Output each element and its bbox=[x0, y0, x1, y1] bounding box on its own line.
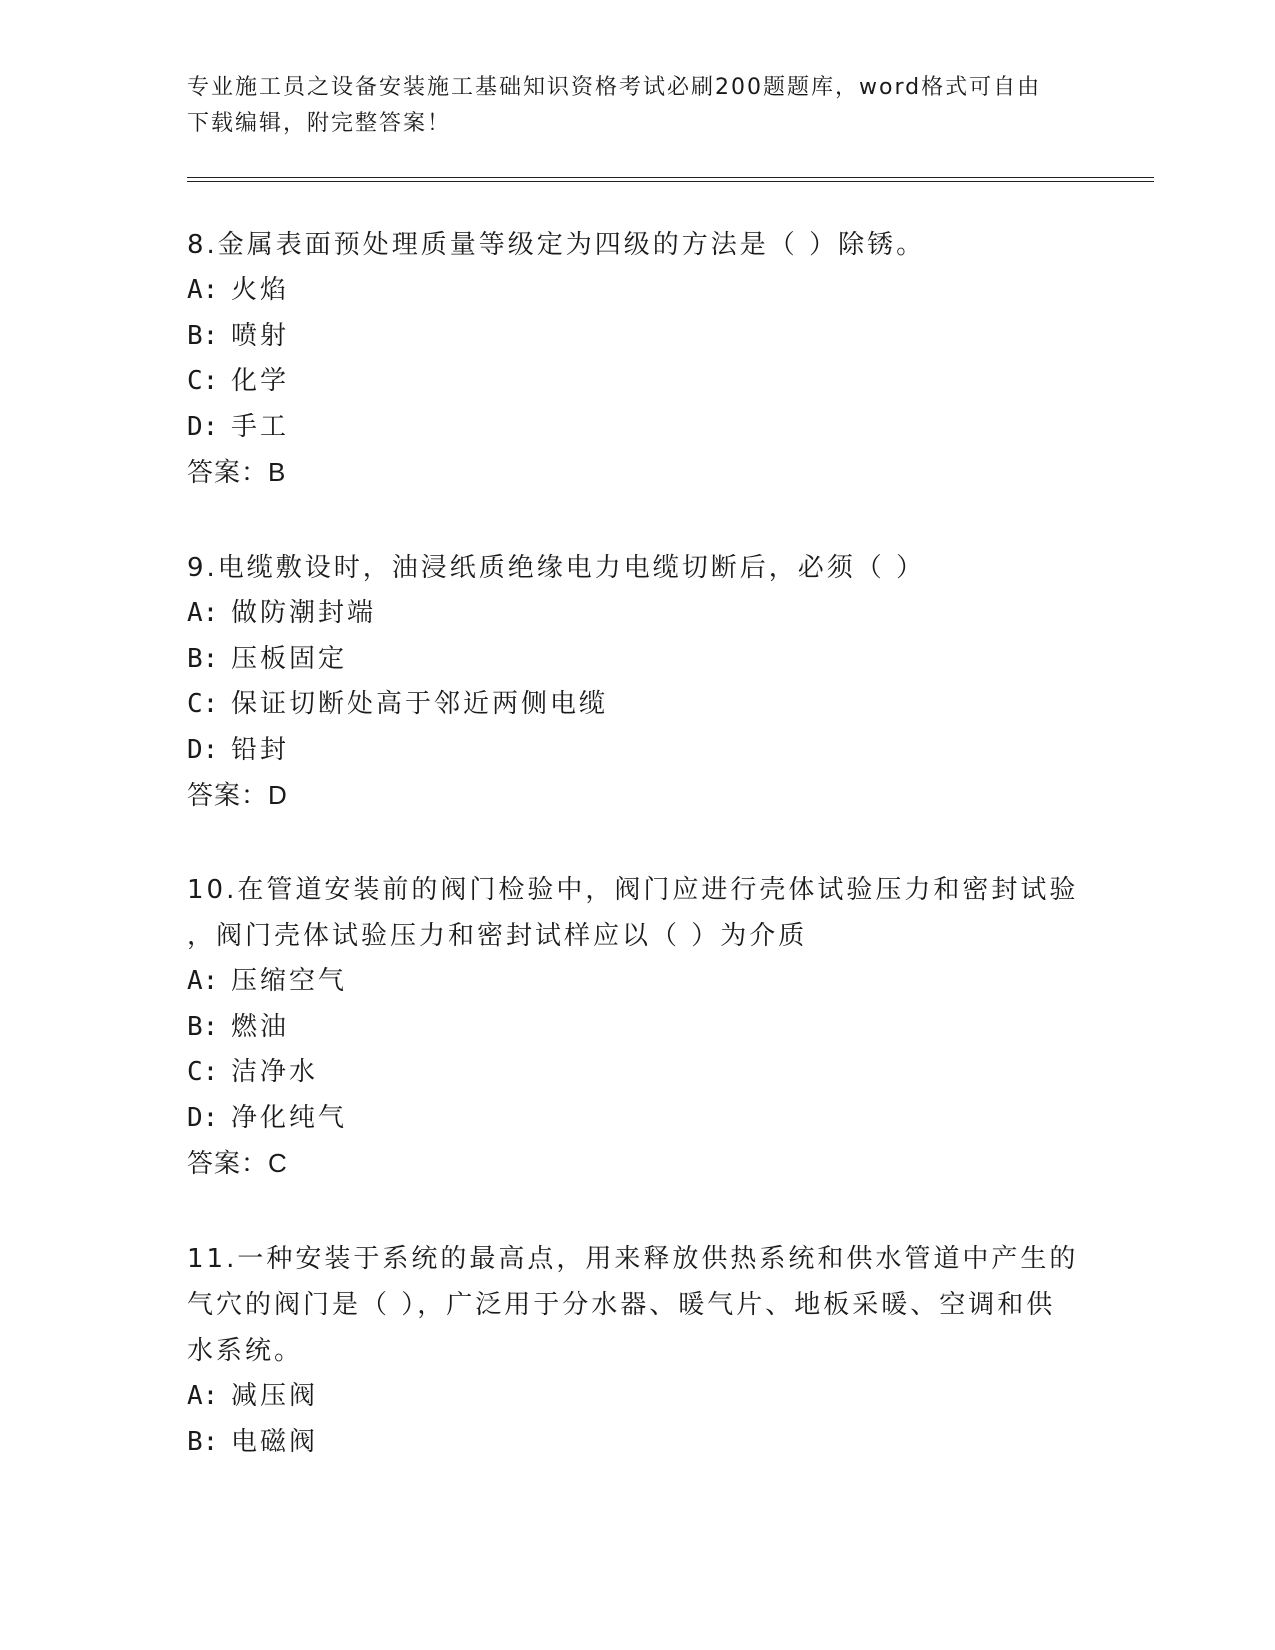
question-text: 10.在管道安装前的阀门检验中，阀门应进行壳体试验压力和密封试验 bbox=[187, 875, 1079, 905]
question-text: 9.电缆敷设时，油浸纸质绝缘电力电缆切断后，必须（ ） bbox=[187, 553, 926, 583]
question-text: 水系统。 bbox=[187, 1336, 304, 1366]
option-b bbox=[187, 1005, 1087, 1051]
question-text: 11.一种安装于系统的最高点，用来释放供热系统和供水管道中产生的 bbox=[187, 1244, 1079, 1274]
option-letter: B: bbox=[187, 643, 219, 674]
option-a bbox=[187, 268, 1087, 314]
option-text: 压缩空气 bbox=[231, 966, 348, 996]
option-a bbox=[187, 1374, 1087, 1420]
question-block-9 bbox=[187, 545, 1087, 818]
option-text: 压板固定 bbox=[231, 643, 348, 674]
option-letter: D: bbox=[187, 411, 219, 442]
option-letter: A: bbox=[187, 1381, 219, 1411]
rule-line bbox=[187, 177, 1154, 178]
option-text: 火焰 bbox=[231, 275, 290, 305]
option-text: 电磁阀 bbox=[231, 1426, 319, 1457]
option-text: 做防潮封端 bbox=[231, 598, 377, 628]
option-letter: D: bbox=[187, 1102, 219, 1133]
header-double-rule bbox=[187, 177, 1154, 183]
question-block-11 bbox=[187, 1236, 1087, 1465]
question-block-10 bbox=[187, 867, 1087, 1186]
option-d bbox=[187, 405, 1087, 451]
answer-text: 答案：C bbox=[187, 1148, 288, 1178]
option-c bbox=[187, 1050, 1087, 1096]
option-d bbox=[187, 1096, 1087, 1142]
option-b bbox=[187, 637, 1087, 683]
option-b bbox=[187, 1420, 1087, 1466]
question-text: ，阀门壳体试验压力和密封试样应以（ ）为介质 bbox=[187, 921, 808, 951]
option-text: 洁净水 bbox=[231, 1057, 319, 1087]
header-line-1: 专业施工员之设备安装施工基础知识资格考试必刷200题题库，word格式可自由 bbox=[187, 75, 1042, 100]
answer-text: 答案：B bbox=[187, 457, 287, 487]
option-letter: B: bbox=[187, 1011, 219, 1042]
option-letter: D: bbox=[187, 734, 219, 765]
option-a bbox=[187, 591, 1087, 637]
option-text: 喷射 bbox=[231, 320, 290, 351]
option-text: 燃油 bbox=[231, 1011, 290, 1042]
option-text: 净化纯气 bbox=[231, 1102, 348, 1133]
option-letter: A: bbox=[187, 598, 219, 628]
option-text: 减压阀 bbox=[231, 1381, 319, 1411]
document-header bbox=[187, 70, 1087, 142]
option-letter: B: bbox=[187, 1426, 219, 1457]
question-text: 气穴的阀门是（ ），广泛用于分水器、暖气片、地板采暖、空调和供 bbox=[187, 1290, 1056, 1320]
option-c bbox=[187, 359, 1087, 405]
answer-text: 答案：D bbox=[187, 780, 288, 810]
option-letter: B: bbox=[187, 320, 219, 351]
option-text: 保证切断处高于邻近两侧电缆 bbox=[231, 689, 609, 719]
option-letter: A: bbox=[187, 275, 219, 305]
option-letter: C: bbox=[187, 1057, 219, 1087]
option-text: 铅封 bbox=[231, 734, 290, 765]
option-c bbox=[187, 682, 1087, 728]
option-a bbox=[187, 959, 1087, 1005]
question-text: 8.金属表面预处理质量等级定为四级的方法是（ ）除锈。 bbox=[187, 230, 926, 260]
option-text: 手工 bbox=[231, 411, 290, 442]
header-line-2: 下载编辑，附完整答案！ bbox=[187, 111, 452, 136]
option-b bbox=[187, 314, 1087, 360]
option-d bbox=[187, 728, 1087, 774]
rule-line bbox=[187, 181, 1154, 182]
option-letter: A: bbox=[187, 966, 219, 996]
question-block-8 bbox=[187, 222, 1087, 495]
option-text: 化学 bbox=[231, 366, 290, 396]
option-letter: C: bbox=[187, 689, 219, 719]
option-letter: C: bbox=[187, 366, 219, 396]
